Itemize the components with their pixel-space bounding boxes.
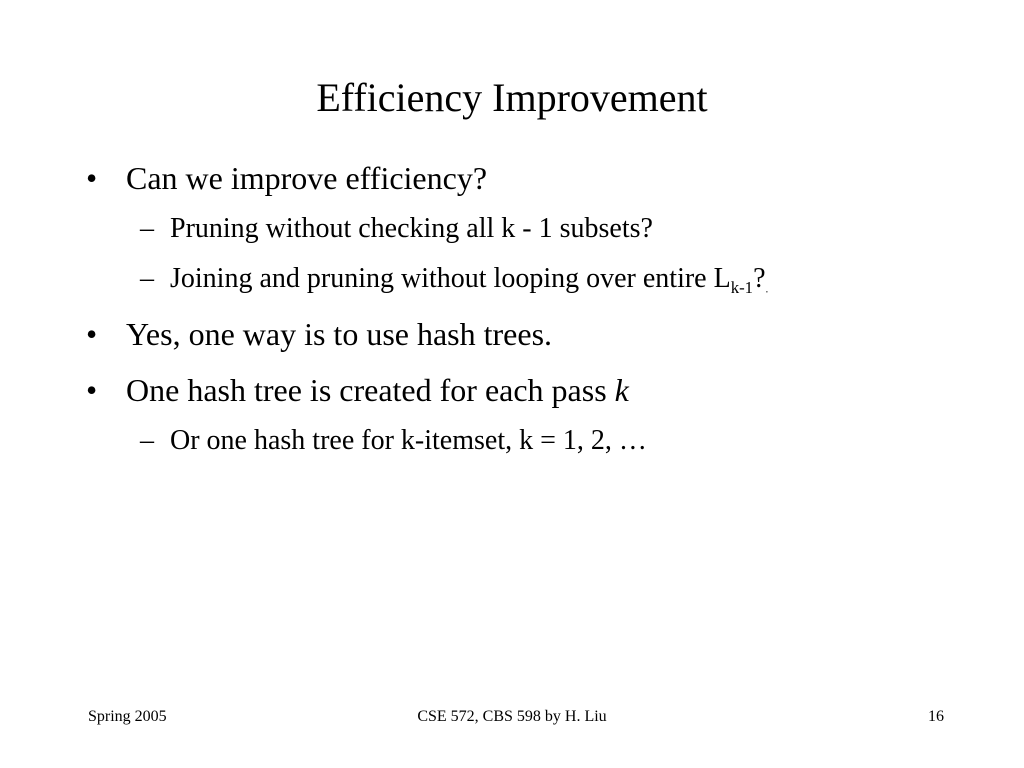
bullet-text: Can we improve efficiency? xyxy=(126,160,488,196)
bullet-text: Yes, one way is to use hash trees. xyxy=(126,316,553,352)
bullet-marker: • xyxy=(86,316,98,352)
sub-bullet-text: Or one hash tree for k-itemset, k = 1, 2, … xyxy=(170,425,647,456)
sub-bullet-text: Pruning without checking all k - 1 subsets? xyxy=(170,213,653,244)
footer-course: CSE 572, CBS 598 by H. Liu xyxy=(417,708,607,725)
bullet-text-main: One hash tree is created for each pass xyxy=(126,372,615,408)
dash-marker: – xyxy=(140,263,154,294)
sub-bullet-text xyxy=(170,261,768,297)
footer-date: Spring 2005 xyxy=(88,708,167,725)
trailing-dot: . xyxy=(765,283,769,296)
question-mark: ? xyxy=(753,263,766,294)
slide-title: Efficiency Improvement xyxy=(316,75,708,120)
bullet-text xyxy=(126,370,629,410)
dash-marker: – xyxy=(140,213,154,244)
dash-marker: – xyxy=(140,425,154,456)
subscript-k-minus-1: k-1 xyxy=(730,277,754,297)
italic-k: k xyxy=(614,372,629,408)
footer-page-number: 16 xyxy=(928,708,944,725)
bullet-marker: • xyxy=(86,160,98,196)
sub-bullet-text-main: Joining and pruning without looping over entire L xyxy=(170,263,731,294)
bullet-marker: • xyxy=(86,372,98,408)
